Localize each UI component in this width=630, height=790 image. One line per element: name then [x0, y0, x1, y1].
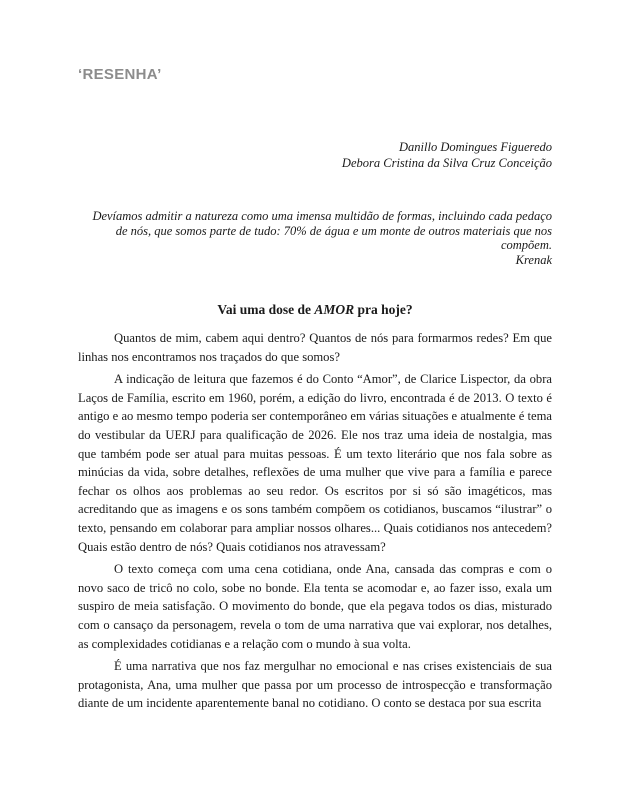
article-body — [78, 329, 552, 717]
paragraph: Quantos de mim, cabem aqui dentro? Quantos de nós para formarmos redes? Em que linhas nos encontramos nos traçados do que somos? — [78, 331, 552, 364]
author-name: Debora Cristina da Silva Cruz Conceição — [341, 156, 552, 170]
paragraph: A indicação de leitura que fazemos é do Conto “Amor”, de Clarice Lispector, da obra Laços de Família, escrito em 1960, porém, a edição do livro, encontrada é de 2013. O texto é antigo e ao mesmo tempo poderia ser contemporâneo em várias situações e atualmente é tema do vestibular da UERJ para qualificação de 2026. Ele nos traz uma ideia de nostalgia, mas que também pode ser atual para muitas pessoas. É um texto literário que nos fala sobre as minúcias da vida, sobre detalhes, reflexões de uma mulher que vive para a família e parece fechar os olhos aos problemas ao seu redor. Os escritos por si só são imagéticos, mas acreditando que as imagens e os sons também compõem os cotidianos, buscamos “ilustrar” o texto, pensando em colaborar para ampliar nossos olhares... Quais cotidianos nos antecedem? Quais estão dentro de nós? Quais cotidianos nos atravessam? — [78, 372, 552, 554]
paragraph: O texto começa com uma cena cotidiana, onde Ana, cansada das compras e com o novo saco de tricô no colo, sobe no bonde. Ela tenta se acomodar e, ao fazer isso, exala um suspiro de meia satisfação. O movimento do bonde, que ela pegava todos os dias, misturado com o cansaço da personagem, revela o tom de uma narrativa que vai explorar, nos detalhes, as complexidades cotidianas e a relação com o mundo à sua volta. — [78, 562, 552, 651]
author-name: Danillo Domingues Figueredo — [399, 140, 552, 154]
article-title — [78, 302, 552, 318]
section-label: ‘RESENHA’ — [78, 66, 162, 83]
title-prefix: Vai uma dose de — [217, 302, 315, 317]
epigraph-text: Devíamos admitir a natureza como uma imensa multidão de formas, incluindo cada pedaço de nós, que somos parte de tudo: 70% de água e um monte de outros materiais que nos compõem. — [92, 209, 552, 252]
paragraph: É uma narrativa que nos faz mergulhar no emocional e nas crises existenciais de sua protagonista, Ana, uma mulher que passa por um processo de introspecção e transformação diante de um incidente aparentemente banal no cotidiano. O conto se destaca por sua escrita — [78, 659, 552, 711]
title-suffix: pra hoje? — [354, 302, 413, 317]
epigraph-attribution: Krenak — [515, 252, 552, 267]
epigraph — [78, 209, 552, 267]
title-emphasis: AMOR — [314, 302, 355, 317]
author-list — [342, 139, 552, 171]
